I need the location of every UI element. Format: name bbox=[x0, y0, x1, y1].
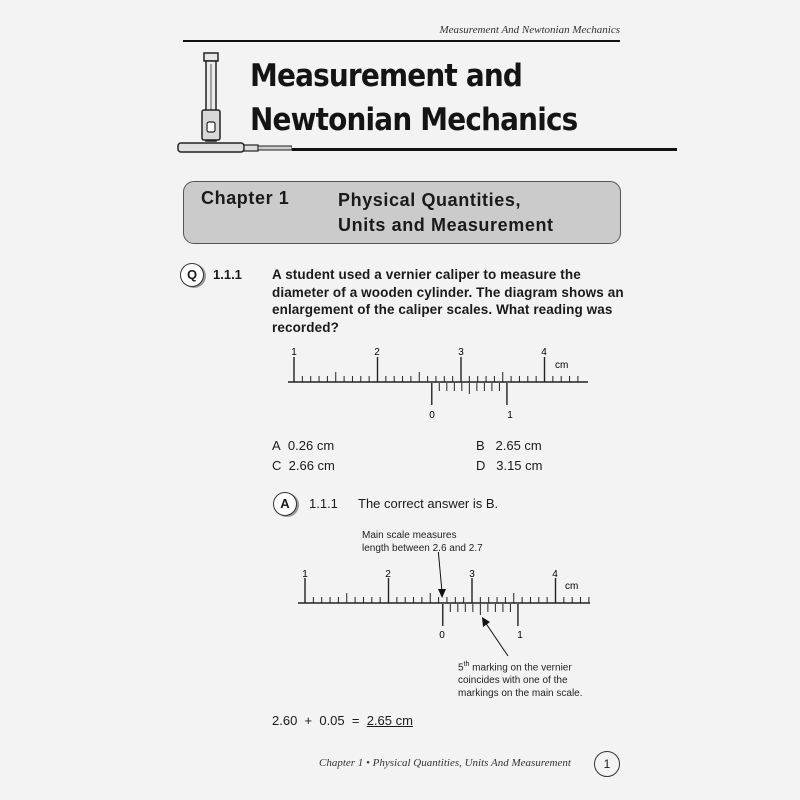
annotation-sup: th bbox=[463, 661, 470, 668]
option-b bbox=[476, 438, 542, 453]
chapter-title-line-2: Units and Measurement bbox=[338, 215, 554, 235]
title-line-1: Measurement and bbox=[250, 58, 523, 94]
option-value: 0.26 cm bbox=[287, 438, 335, 453]
chapter-label: Chapter 1 bbox=[201, 188, 290, 208]
main-scale-label: 1 bbox=[291, 347, 297, 358]
annotation-number: 5 bbox=[458, 662, 464, 674]
main-scale-label: 2 bbox=[374, 347, 380, 358]
option-value: 2.65 cm bbox=[495, 438, 542, 453]
chapter-title-line-1: Physical Quantities, bbox=[338, 190, 522, 210]
calc-result: 2.65 cm bbox=[366, 713, 413, 728]
chapter-title bbox=[338, 188, 554, 238]
vernier-label: 1 bbox=[507, 410, 513, 421]
main-scale-label: 4 bbox=[552, 569, 558, 580]
answer-text: The correct answer is B. bbox=[358, 496, 499, 511]
option-value: 3.15 cm bbox=[496, 458, 543, 473]
unit-label: cm bbox=[565, 581, 579, 592]
option-d bbox=[476, 458, 542, 473]
calc-expression: 2.60 + 0.05 = bbox=[272, 713, 367, 728]
header-top-rule bbox=[183, 40, 620, 42]
book-title bbox=[250, 54, 577, 142]
arrowhead bbox=[438, 589, 446, 598]
main-scale bbox=[288, 357, 588, 382]
annotation-arrow-top bbox=[438, 552, 442, 592]
answer-calculation bbox=[272, 713, 413, 728]
main-scale-label: 4 bbox=[541, 347, 547, 358]
option-letter: B bbox=[476, 438, 485, 453]
vernier-scale bbox=[432, 383, 507, 405]
option-value: 2.66 cm bbox=[288, 458, 335, 473]
answer-badge: A bbox=[273, 492, 297, 516]
vernier-label: 0 bbox=[439, 630, 445, 641]
option-letter: D bbox=[476, 458, 486, 473]
main-scale-label: 3 bbox=[458, 347, 464, 358]
annotation-line: length between 2.6 and 2.7 bbox=[362, 543, 483, 554]
annotation-vernier bbox=[458, 658, 583, 700]
annotation-line: coincides with one of the bbox=[458, 675, 568, 687]
option-c bbox=[272, 458, 335, 473]
question-badge: Q bbox=[180, 263, 204, 287]
vernier-diagram-question bbox=[270, 338, 610, 428]
option-letter: A bbox=[272, 438, 281, 453]
annotation-line: markings on the main scale. bbox=[458, 688, 583, 700]
main-scale-label: 2 bbox=[385, 569, 391, 580]
arrowhead bbox=[482, 617, 490, 627]
vernier-label: 0 bbox=[429, 410, 435, 421]
annotation-arrow-bottom bbox=[485, 622, 508, 656]
running-header: Measurement And Newtonian Mechanics bbox=[439, 24, 620, 36]
main-scale-label: 1 bbox=[302, 569, 308, 580]
question-number: 1.1.1 bbox=[213, 267, 242, 282]
unit-label: cm bbox=[555, 360, 569, 371]
option-letter: C bbox=[272, 458, 282, 473]
vernier-label: 1 bbox=[517, 630, 523, 641]
title-bottom-rule bbox=[292, 148, 677, 151]
annotation-line: marking on the vernier bbox=[469, 662, 572, 674]
page-number: 1 bbox=[594, 751, 620, 777]
option-a bbox=[272, 438, 334, 453]
title-line-2: Newtonian Mechanics bbox=[250, 102, 578, 138]
answer-number: 1.1.1 bbox=[309, 496, 338, 511]
question-text: A student used a vernier caliper to measure the diameter of a wooden cylinder. The diagram shows an enlargement of the caliper scales. What reading was recorded? bbox=[272, 267, 624, 335]
page-footer: Chapter 1 • Physical Quantities, Units And Measurement bbox=[319, 757, 571, 769]
main-scale-label: 3 bbox=[469, 569, 475, 580]
vernier-scale bbox=[443, 604, 518, 626]
annotation-line: Main scale measures bbox=[362, 530, 457, 541]
vernier-diagram-answer bbox=[280, 552, 610, 662]
